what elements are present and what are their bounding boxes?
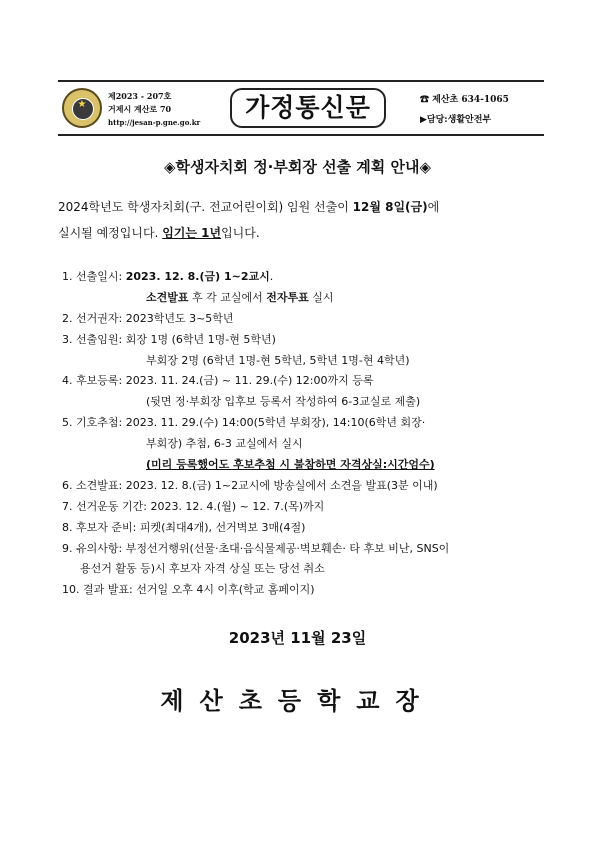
list-item: 3. 선출임원: 회장 1명 (6학년 1명-현 5학년) — [62, 332, 276, 346]
department: ▶담당:생활안전부 — [420, 115, 492, 125]
letterhead — [58, 80, 544, 136]
intro-line-2: 실시될 예정입니다. 임기는 1년입니다. — [58, 226, 260, 240]
list-item: (뒷면 정·부회장 입후보 등록서 작성하여 6-3교실로 제출) — [146, 395, 421, 409]
list-item: 6. 소견발표: 2023. 12. 8.(금) 1~2교시에 방송실에서 소견을 발표(3분 이내) — [62, 478, 438, 492]
school-url[interactable]: http://jesan-p.gne.go.kr — [108, 118, 201, 127]
list-item: 부회장 2명 (6학년 1명-현 5학년, 5학년 1명-현 4학년) — [146, 353, 410, 367]
school-emblem-icon: ★ — [62, 88, 102, 128]
issue-number: 제2023 - 207호 — [108, 91, 172, 101]
list-item: 8. 후보자 준비: 피켓(최대4개), 선거벽보 3매(4절) — [62, 520, 306, 534]
school-address: 거제시 계산로 70 — [108, 104, 172, 114]
principal-signature: 제산초등학교장 — [160, 686, 435, 715]
issue-info — [108, 90, 200, 129]
list-item: 부회장) 추첨, 6-3 교실에서 실시 — [146, 437, 303, 451]
list-item: 4. 후보등록: 2023. 11. 24.(금) ~ 11. 29.(수) 12:00까지 등록 — [62, 374, 374, 388]
list-item: 1. 선출일시: 2023. 12. 8.(금) 1~2교시. — [62, 270, 274, 283]
list-item: 용선거 활동 등)시 후보자 자격 상실 또는 당선 취소 — [80, 562, 325, 576]
document-title: 가정통신문 — [230, 88, 386, 128]
list-item: 2. 선거권자: 2023학년도 3~5학년 — [62, 311, 234, 325]
list-item: 9. 유의사항: 부정선거행위(선물·초대·음식물제공·벽보훼손· 타 후보 비난, SNS이 — [62, 541, 450, 555]
list-item: 10. 결과 발표: 선거일 오후 4시 이후(학교 홈페이지) — [62, 583, 315, 597]
list-item-warning: (미리 등록했어도 후보추첨 시 불참하면 자격상실:시간엄수) — [146, 458, 435, 472]
plan-list — [62, 267, 552, 601]
contact-info — [420, 90, 509, 130]
issue-date: 2023년 11월 23일 — [228, 629, 367, 647]
phone-number: ☎ 제산초 634-1065 — [420, 95, 509, 105]
list-item: 7. 선거운동 기간: 2023. 12. 4.(월) ~ 12. 7.(목)까지 — [62, 499, 325, 513]
list-item: 소견발표 후 각 교실에서 전자투표 실시 — [146, 290, 334, 304]
intro-line-1: 2024학년도 학생자치회(구. 전교어린이회) 임원 선출이 12월 8일(금)에 — [58, 200, 440, 214]
notice-heading: ◈학생자치회 정·부회장 선출 계획 안내◈ — [163, 158, 431, 176]
list-item: 5. 기호추첨: 2023. 11. 29.(수) 14:00(5학년 부회장), 14:10(6학년 회장· — [62, 416, 426, 430]
